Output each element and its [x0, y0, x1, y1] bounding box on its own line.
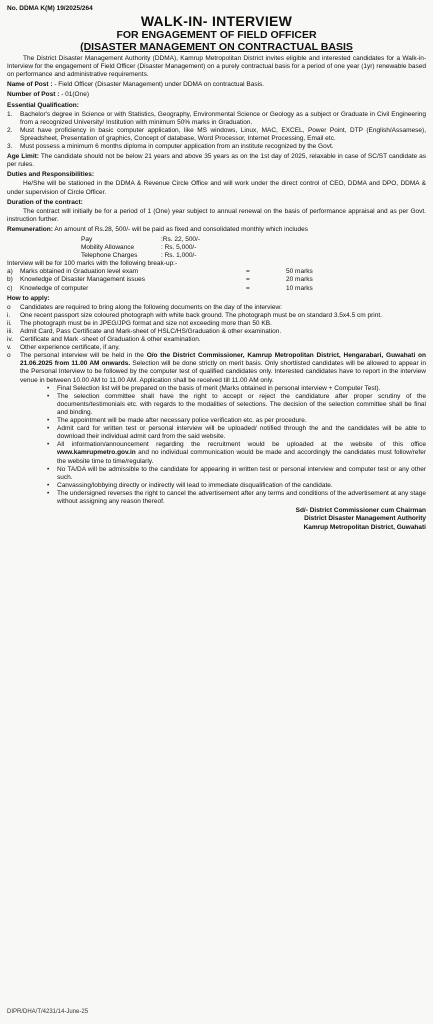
post-number-label: Number of Post : — [7, 91, 60, 99]
duties-text: He/She will be stationed in the DDMA & Revenue Circle Office and will work under the direct control of CEO, DDMA and DPO, DDMA & under supervision of Circle Officer. — [7, 180, 426, 196]
document-text: Certificate and Mark -sheet of Graduation & other examination. — [20, 336, 201, 344]
pay-item-amount: :Rs. 22, 500/- — [161, 235, 201, 243]
age-limit-text: The candidate should not be below 21 years and above 35 years as on the 1st day of 2025, relaxable in case of SC/ST candidate as per rules. — [7, 153, 426, 169]
marks-value: 50 marks — [286, 268, 313, 276]
condition-item — [7, 417, 426, 425]
website-text-part-2: and no individual communication would be made and accordingly the candidates must follow/refer the website time to time/regularly. — [57, 449, 426, 465]
age-limit-label: Age Limit: — [7, 153, 39, 161]
marks-criterion: Marks obtained in Graduation level exam — [20, 268, 139, 276]
venue-item — [7, 352, 426, 384]
marks-equals: = — [246, 268, 250, 276]
website-url: www.kamrupmetro.gov.in — [57, 449, 136, 457]
document-list — [7, 312, 426, 352]
marks-intro: Interview will be for 100 marks with the following break-up:- — [7, 260, 178, 268]
marks-equals: = — [246, 284, 250, 292]
signature-line: Sd/- District Commissioner cum Chairman — [295, 507, 426, 515]
condition-text: No TA/DA will be admissible to the candidate for appearing in written test or personal interview and computer test or any other such. — [57, 465, 426, 481]
marks-label-letter: b) — [7, 276, 13, 284]
document-text: Admit Card, Pass Certificate and Mark-sheet of HSLC/HS/Graduation & other examination. — [20, 328, 282, 335]
pay-item-amount: : Rs. 1,000/- — [161, 252, 197, 260]
qualification-heading: Essential Qualification: — [7, 101, 79, 109]
document-number: iii. — [7, 328, 14, 335]
intro-paragraph: The District Disaster Management Authority (DDMA), Kamrup Metropolitan District invites eligible and interested candidates for a Walk-in-Interview for the engagement of Field Officer (Disaster Management) on a purely contractual basis for a period of one year (1yr) renewable based on performance and administrative requirements. — [7, 55, 426, 79]
apply-intro-text: Candidates are required to bring along the following documents on the day of the interview: — [20, 303, 282, 311]
conditions-list-tail — [7, 466, 426, 506]
remuneration-text: An amount of Rs.28, 500/- will be paid as fixed and consolidated monthly which includes — [54, 225, 308, 233]
qualification-text: Bachelor's degree in Science or with Statistics, Geography, Environmental Science or Geology as a subject or Graduate in Civil Engineering from a recognized University/ Institution with minimum 50% marks in Graduation. — [20, 110, 426, 126]
duration-heading: Duration of the contract: — [7, 198, 83, 206]
document-number: iv. — [7, 336, 14, 344]
marks-equals: = — [246, 276, 250, 284]
post-name-label: Name of Post : — [7, 81, 53, 89]
marks-criterion: Knowledge of Disaster Management issues — [20, 276, 146, 284]
condition-text: The appointment will be made after necessary police verification etc. as per procedure. — [57, 417, 307, 425]
pay-item — [7, 244, 426, 252]
apply-intro-item — [7, 304, 426, 312]
condition-text: Admit card for written test or personal interview will be uploaded/ notified through the and the candidates will be able to download their individual admit card from the said website. — [57, 425, 426, 441]
qualification-item — [7, 111, 426, 127]
venue-text-part-1: The personal interview will be held in the — [20, 352, 147, 360]
remuneration-line — [7, 226, 426, 234]
qualification-number: 1. — [7, 110, 13, 118]
condition-text: The selection committee shall have the right to accept or reject the candidature after proper scrutiny of the documents/testimonials etc. with regards to the modalities of selections. The decision of the selection committee shall be final and binding. — [57, 392, 426, 416]
website-text-part-1: All information/announcement regarding the recruitment would be uploaded at the website of this office — [57, 441, 426, 449]
post-name-value: - Field Officer (Disaster Management) under DDMA on contractual Basis. — [54, 81, 265, 89]
signature-line: District Disaster Management Authority — [304, 515, 426, 523]
notice-subtitle-2: (DISASTER MANAGEMENT ON CONTRACTUAL BASIS — [80, 41, 353, 54]
venue-details: O/o the District Commissioner, Kamrup Metropolitan District, Hengarabari, Guwahati on 21.06.2025 from 11.00 AM onwards. — [20, 352, 426, 368]
qualification-text: Must have proficiency in basic computer application, like MS windows, Linux, MAC, EXCEL, Power Point, DTP (English/Assamese), Spreadsheet, Presentation of graphics, Concept of database, Word Processor, Internet Processing, Email etc. — [20, 126, 426, 142]
document-number: ii. — [7, 319, 12, 327]
qualification-item — [7, 127, 426, 143]
duration-text: The contract will initially be for a period of 1 (One) year subject to annual renewal on the basis of performance appraisal and as per Govt. instruction further. — [7, 207, 426, 223]
pay-breakup — [7, 236, 426, 260]
condition-item — [7, 425, 426, 441]
how-to-apply-heading: How to apply: — [7, 294, 50, 302]
qualification-list — [7, 111, 426, 151]
condition-item — [7, 466, 426, 482]
venue-marker: o — [7, 352, 11, 360]
document-item — [7, 328, 426, 336]
post-name-line — [7, 81, 426, 89]
marks-label-letter: c) — [7, 284, 13, 292]
condition-item — [7, 490, 426, 506]
condition-text-website — [57, 441, 426, 465]
document-text: Other experience certificate, if any. — [20, 344, 120, 352]
marks-criterion: Knowledge of computer — [20, 284, 89, 292]
marks-label-letter: a) — [7, 268, 13, 276]
qualification-text: Must possess a minimum 6 months diploma in computer application from an institute recognized by the Govt. — [20, 143, 334, 151]
condition-item — [7, 482, 426, 490]
condition-item — [7, 393, 426, 417]
condition-text: Final Selection list will be prepared on the basis of merit (Marks obtained in personal interview + Computer Test). — [57, 384, 381, 392]
duties-heading: Duties and Responsibilities: — [7, 171, 95, 179]
document-item — [7, 336, 426, 344]
pay-item — [7, 252, 426, 260]
document-number: i. — [7, 311, 11, 319]
reference-number: No. DDMA K(M) 19/2025/264 — [7, 5, 93, 12]
bullet-marker: • — [47, 384, 50, 392]
document-text: The photograph must be in JPEG/JPG format and size not exceeding more than 50 KB. — [20, 319, 272, 327]
marks-breakup — [7, 268, 426, 292]
post-number-value: - 01(One) — [61, 91, 90, 99]
dipr-footer: DIPR/DHA/T/4231/14-June-25 — [7, 1008, 89, 1015]
condition-item-website — [7, 441, 426, 465]
bullet-marker: • — [47, 425, 50, 433]
bullet-marker: • — [47, 481, 50, 489]
condition-text: Canvassing/lobbying directly or indirectly will lead to immediate disqualification of the candidate. — [57, 481, 333, 489]
marks-value: 10 marks — [286, 284, 313, 292]
document-item — [7, 320, 426, 328]
bullet-marker: • — [47, 392, 50, 400]
remuneration-label: Remuneration: — [7, 225, 53, 233]
pay-item-name: Pay — [81, 235, 93, 243]
signature-line: Kamrup Metropolitan District, Guwahati — [303, 523, 426, 531]
conditions-list — [7, 385, 426, 442]
document-item — [7, 312, 426, 320]
apply-intro-marker: o — [7, 303, 11, 311]
bullet-marker: • — [47, 489, 50, 497]
bullet-marker: • — [47, 465, 50, 473]
condition-text: The undersigned reverses the right to cancel the advertisement after any terms and conditions of the advertisement at any stage without assigning any reason thereof. — [57, 489, 426, 505]
bullet-marker: • — [47, 417, 50, 425]
document-number: v. — [7, 344, 12, 352]
qualification-item — [7, 143, 426, 151]
qualification-number: 2. — [7, 126, 13, 134]
venue-text — [20, 352, 426, 384]
pay-item — [7, 236, 426, 244]
signature-block — [7, 507, 426, 532]
pay-item-name: Mobility Allowance — [81, 244, 135, 252]
condition-item — [7, 385, 426, 393]
marks-item — [7, 268, 426, 276]
pay-item-amount: : Rs. 5,000/- — [161, 244, 197, 252]
document-text: One recent passport size coloured photograph with white back ground. The photograph must be on standard 3.5x4.5 cm print. — [20, 311, 382, 319]
post-number-line — [7, 91, 426, 99]
venue-text-part-2: Selection will be done strictly on merit basis. Only shortlisted candidates will be allowed to appear in the Personal Interview to be followed by the computer test of qualified candidates only. Interested candidates have to report in the interview venue in between 10.00 AM to 11.00 AM. Application shall be received till 11.00 AM only. — [20, 360, 426, 384]
document-item — [7, 344, 426, 352]
bullet-marker: • — [47, 441, 50, 449]
marks-value: 20 marks — [286, 276, 313, 284]
marks-item — [7, 276, 426, 284]
marks-item — [7, 285, 426, 293]
age-limit-line — [7, 153, 426, 169]
qualification-number: 3. — [7, 143, 13, 151]
notice-title: WALK-IN- INTERVIEW — [140, 13, 293, 30]
pay-item-name: Telephone Charges — [81, 252, 138, 260]
notice-subtitle-1: FOR ENGAGEMENT OF FIELD OFFICER — [116, 29, 317, 42]
